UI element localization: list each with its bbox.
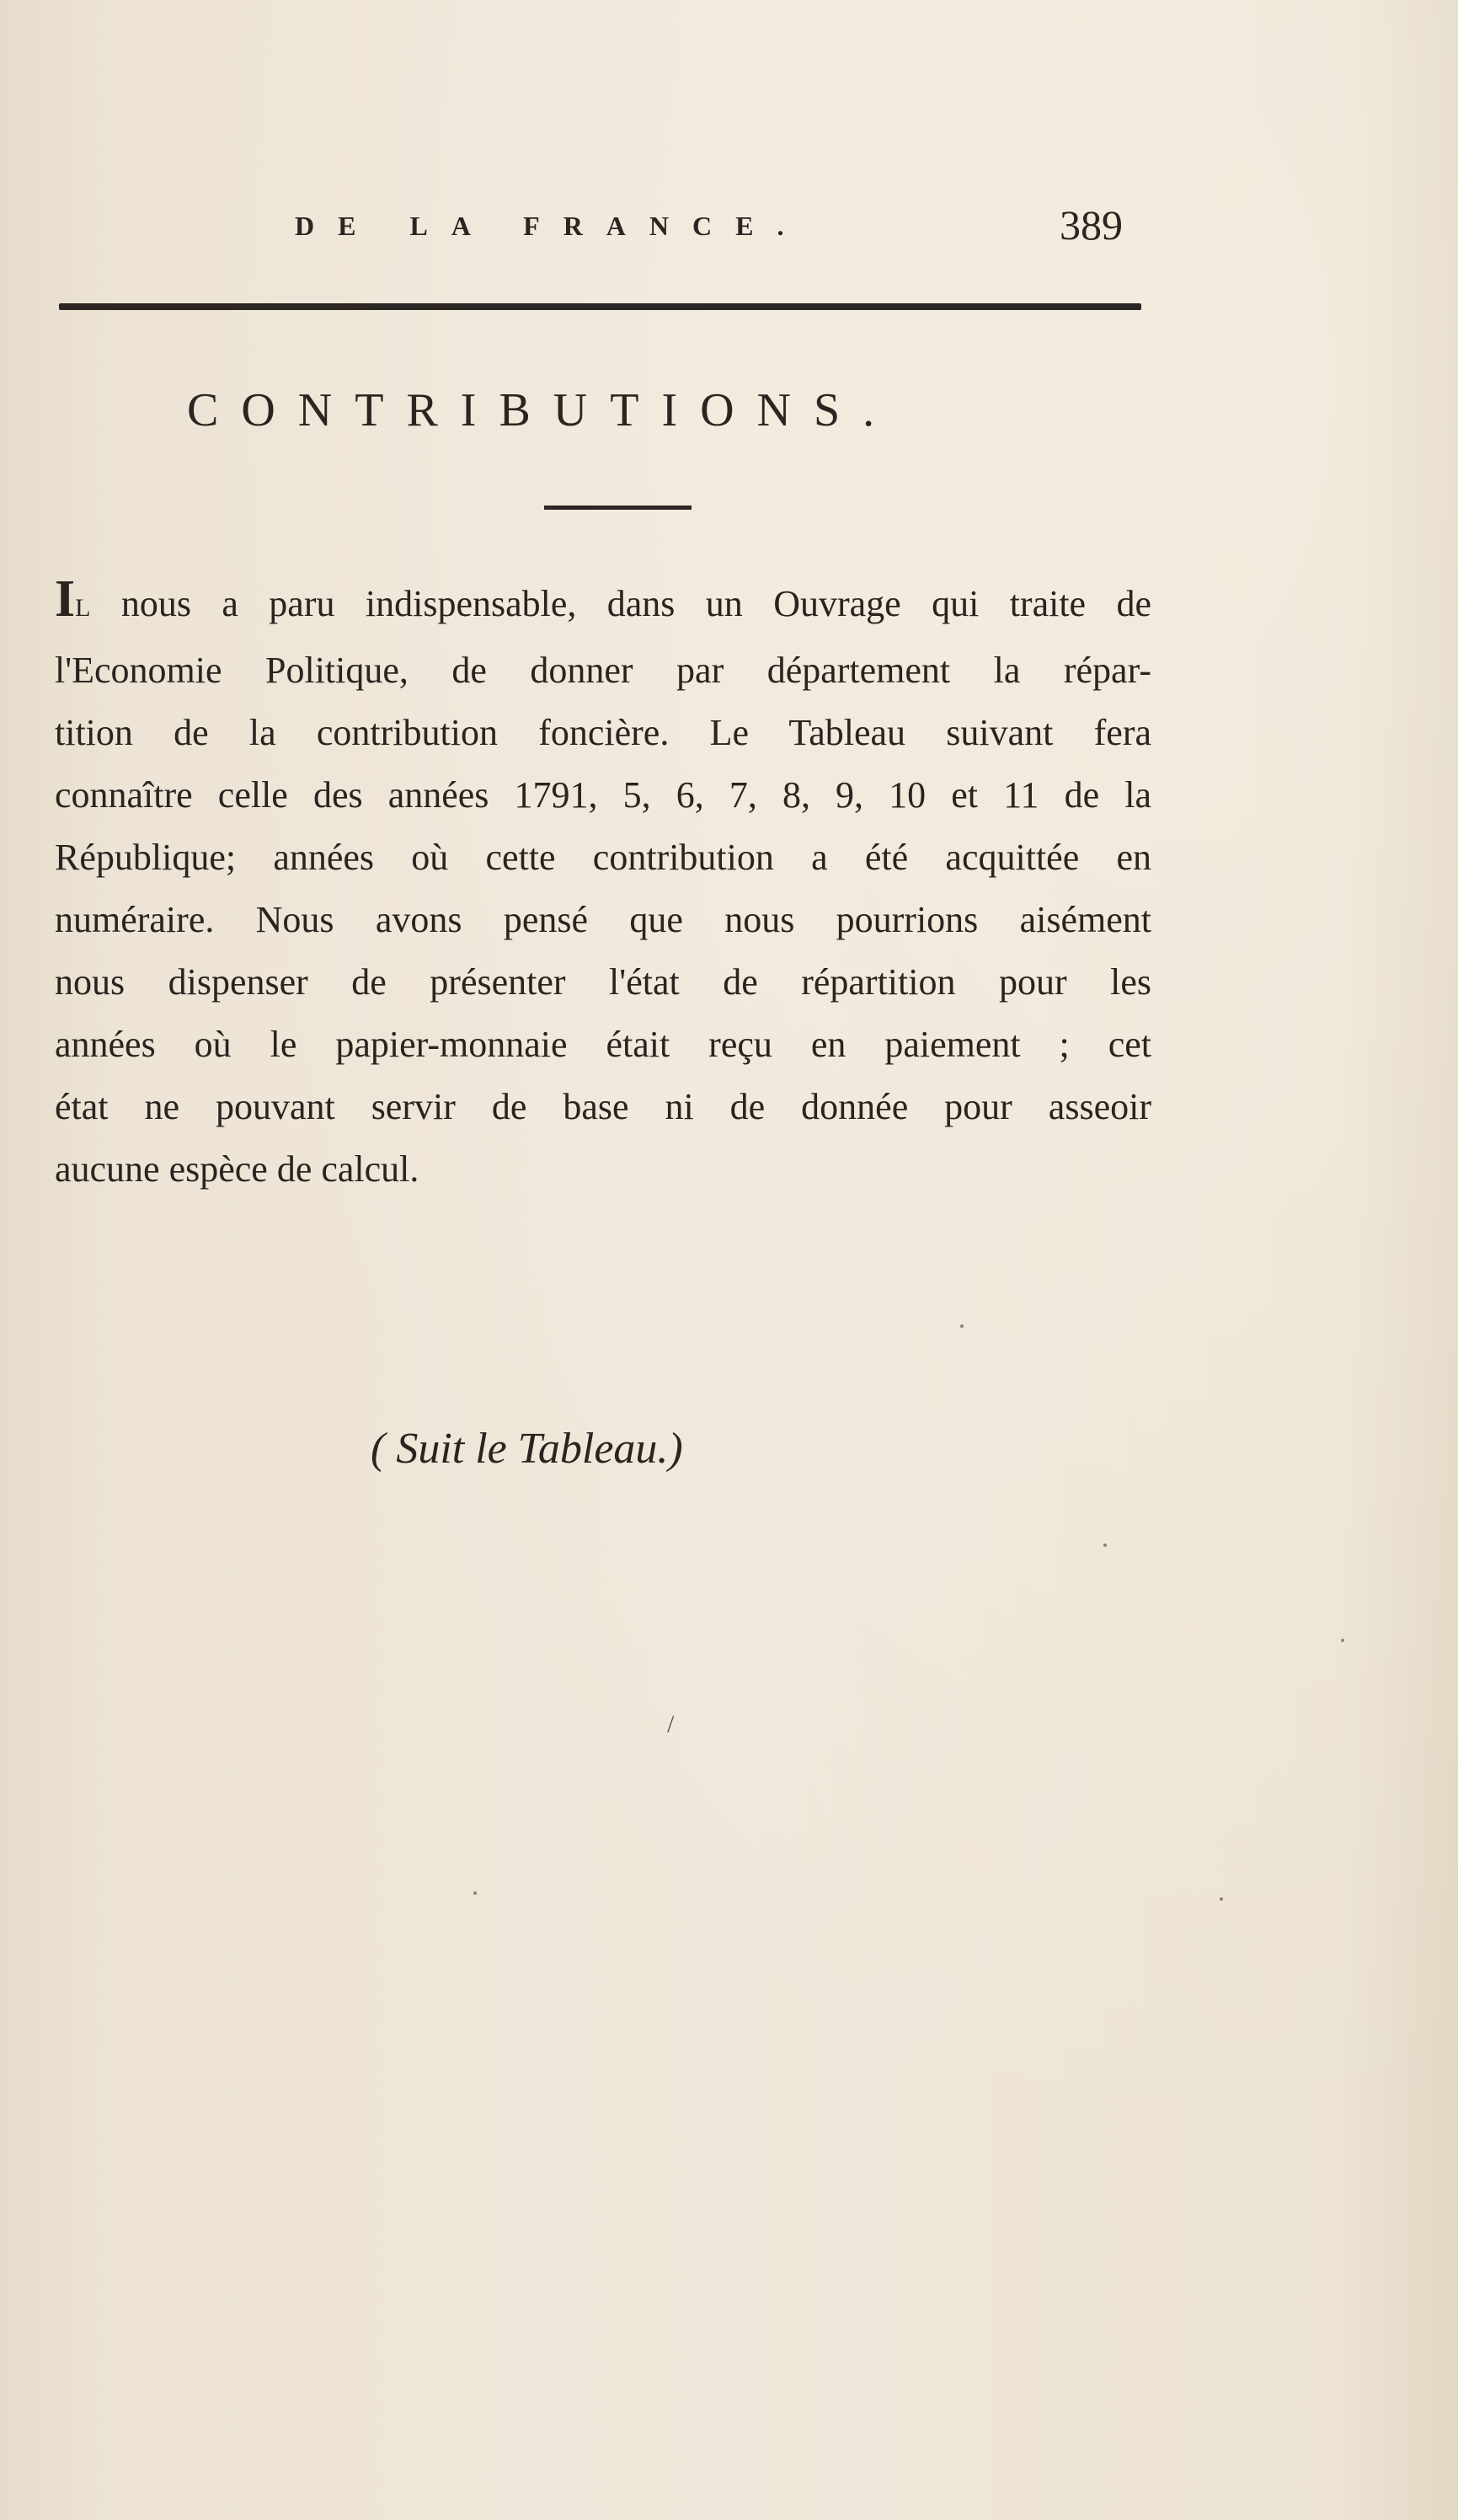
small-cap-letter: L [75,594,91,622]
body-line-6: numéraire. Nous avons pensé que nous pourrions aisément [55,899,1151,940]
body-line-4: connaître celle des années 1791, 5, 6, 7, 8, 9, 10 et 11 de la [55,774,1151,816]
body-line-text: nous a paru indispensable, dans un Ouvrage qui traite de [120,583,1151,624]
paper-speck [1220,1897,1223,1901]
title-rule [544,506,692,510]
paper-speck [473,1891,477,1895]
body-line-8: années où le papier-monnaie était reçu en paiement ; cet [55,1024,1151,1065]
body-line-2: l'Economie Politique, de donner par département la répar- [55,650,1151,691]
paper-speck [1341,1639,1344,1642]
body-line-5: République; années où cette contribution a été acquittée en [55,837,1151,878]
header-rule [59,303,1141,310]
body-line-9: état ne pouvant servir de base ni de donnée pour asseoir [55,1086,1151,1127]
continuation-note: ( Suit le Tableau.) [371,1425,683,1473]
body-line-1 [55,570,1151,639]
body-line-10: aucune espèce de calcul. [55,1148,419,1190]
drop-cap: I [55,570,76,628]
paper-speck [960,1324,964,1328]
body-line-7: nous dispenser de présenter l'état de répartition pour les [55,961,1151,1003]
stray-mark: / [667,1710,675,1738]
body-paragraph [55,570,1151,1201]
page-number: 389 [1060,201,1123,249]
section-title: CONTRIBUTIONS. [187,384,898,436]
running-head: DE LA FRANCE. [295,211,808,241]
body-line-3: tition de la contribution foncière. Le Tableau suivant fera [55,712,1151,753]
paper-speck [1103,1544,1107,1547]
